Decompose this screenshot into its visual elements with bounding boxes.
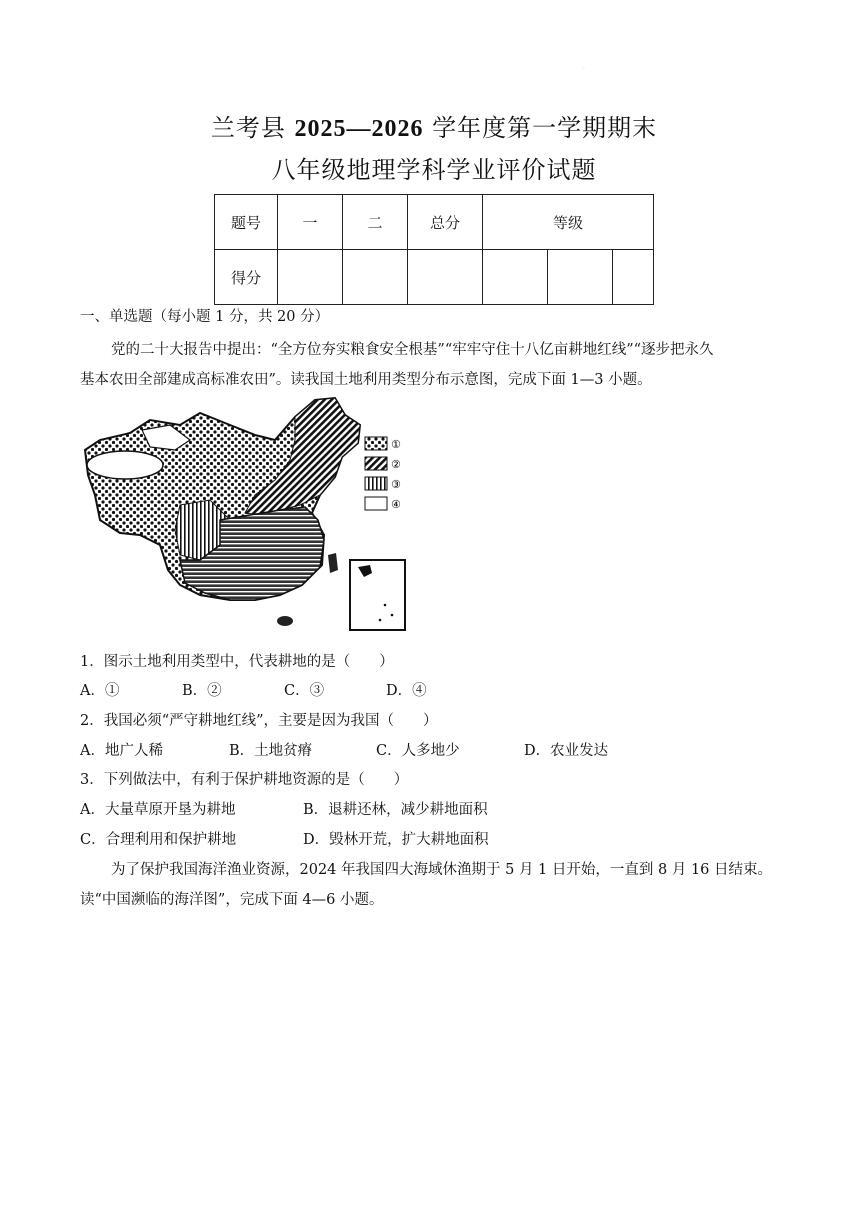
question-3-stem: 3．下列做法中，有利于保护耕地资源的是（ ）	[80, 772, 409, 788]
score-table-header-row	[215, 195, 654, 250]
q3-option-b[interactable]: B．退耕还林，减少耕地面积	[303, 802, 488, 818]
cell-score-part-one[interactable]	[278, 250, 343, 305]
legend-label-4: ④	[391, 498, 401, 511]
intro-line-1: 党的二十大报告中提出：“全方位夯实粮食安全根基”“牢牢守住十八亿亩耕地红线”“逐步把永久	[111, 342, 714, 358]
cell-question-number-label: 题号	[215, 195, 278, 250]
legend-label-1: ①	[391, 438, 401, 451]
cell-grade-3[interactable]	[613, 250, 654, 305]
section-heading: 一、单选题（每小题 1 分，共 20 分）	[80, 309, 330, 325]
q2-option-a[interactable]: A．地广人稀	[80, 743, 163, 759]
cell-score-part-two[interactable]	[343, 250, 408, 305]
cell-grade: 等级	[483, 195, 654, 250]
page-mark: ·	[583, 66, 585, 73]
q1-option-a[interactable]: A．①	[80, 683, 120, 699]
q2-option-c[interactable]: C．人多地少	[376, 743, 460, 759]
cell-total: 总分	[408, 195, 483, 250]
cell-score-total[interactable]	[408, 250, 483, 305]
cell-grade-2[interactable]	[548, 250, 613, 305]
score-table	[214, 194, 654, 305]
land-use-map-figure	[80, 395, 420, 635]
q1-option-c[interactable]: C．③	[284, 683, 325, 699]
cell-part-two: 二	[343, 195, 408, 250]
question-2-stem: 2．我国必须“严守耕地红线”，主要是因为我国（ ）	[80, 713, 438, 729]
land-use-map	[80, 395, 420, 635]
question-1-stem: 1．图示土地利用类型中，代表耕地的是（ ）	[80, 654, 394, 670]
q1-option-b[interactable]: B．②	[182, 683, 222, 699]
legend-swatch-4	[365, 497, 387, 510]
map-legend	[365, 437, 401, 511]
q2-option-b[interactable]: B．土地贫瘠	[229, 743, 313, 759]
passage-2-line-2: 读“中国濒临的海洋图”，完成下面 4—6 小题。	[80, 892, 384, 908]
intro-line-2: 基本农田全部建成高标准农田”。读我国土地利用类型分布示意图，完成下面 1—3 小题。	[80, 372, 652, 388]
score-table-score-row	[215, 250, 654, 305]
legend-label-3: ③	[391, 478, 401, 491]
cell-score-label: 得分	[215, 250, 278, 305]
exam-title-line2: 八年级地理学科学业评价试题	[271, 156, 597, 184]
q3-option-a[interactable]: A．大量草原开垦为耕地	[80, 802, 236, 818]
q1-option-d[interactable]: D．④	[386, 683, 427, 699]
exam-title-line1: 兰考县 2025—2026 学年度第一学期期末	[210, 114, 658, 142]
cell-part-one: 一	[278, 195, 343, 250]
q3-option-d[interactable]: D．毁林开荒，扩大耕地面积	[303, 832, 489, 848]
legend-swatch-1	[365, 437, 387, 450]
legend-swatch-3	[365, 477, 387, 490]
cell-grade-1[interactable]	[483, 250, 548, 305]
legend-label-2: ②	[391, 458, 401, 471]
q2-option-d[interactable]: D．农业发达	[524, 743, 609, 759]
q3-option-c[interactable]: C．合理利用和保护耕地	[80, 832, 237, 848]
legend-swatch-2	[365, 457, 387, 470]
passage-2-line-1: 为了保护我国海洋渔业资源，2024 年我国四大海域休渔期于 5 月 1 日开始，一直到 8 月 16 日结束。	[111, 862, 773, 878]
